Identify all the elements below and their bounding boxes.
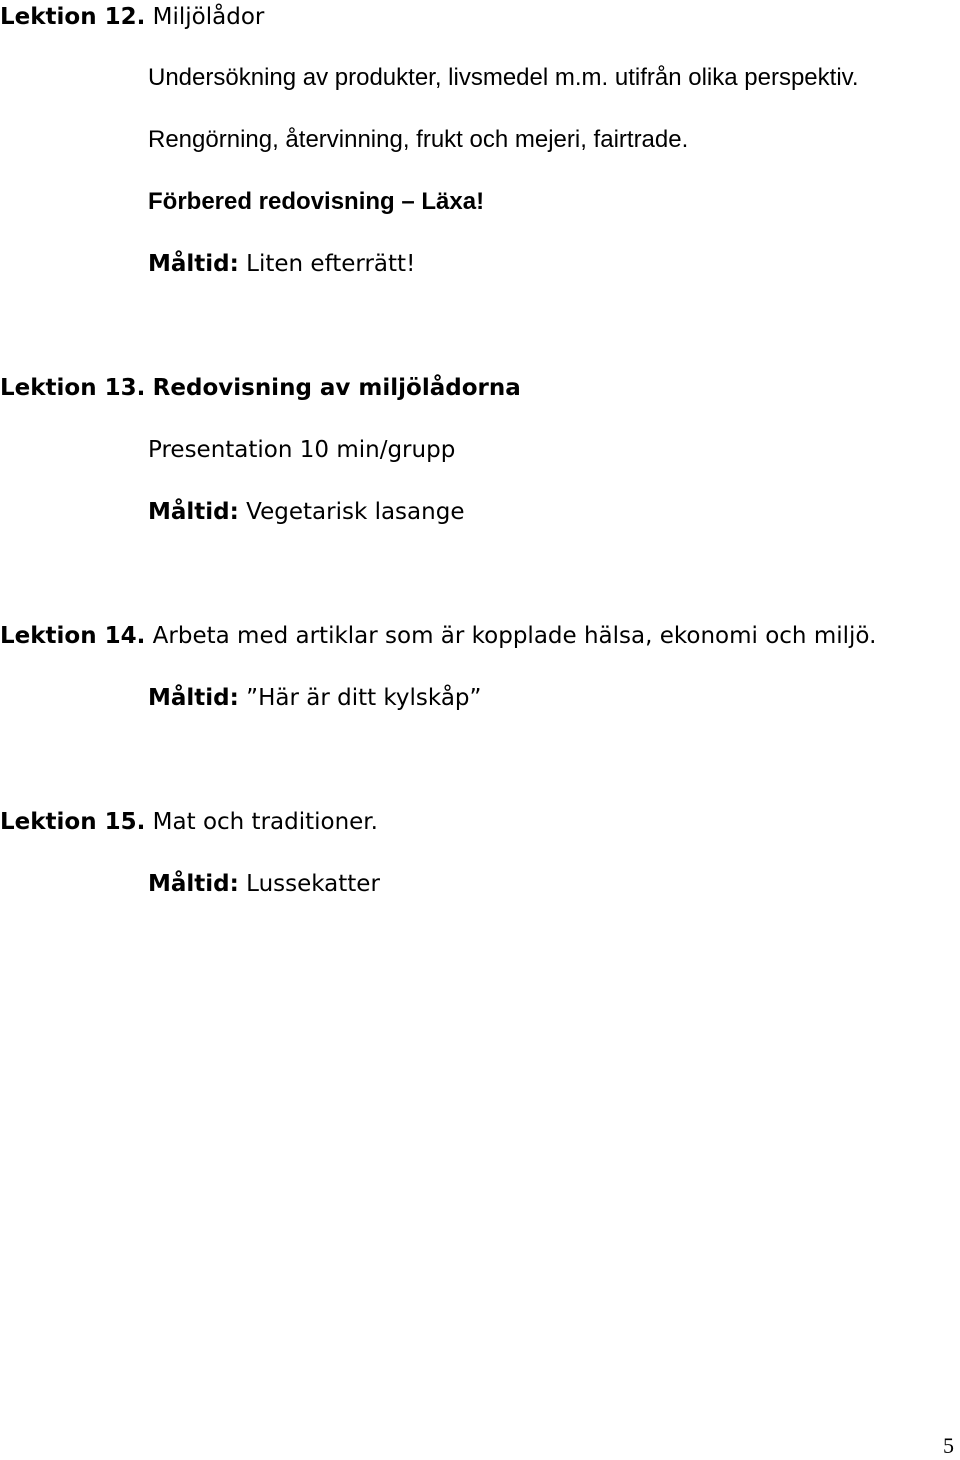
lesson-14-meal	[148, 683, 481, 713]
lesson-12-title: Miljölådor	[152, 4, 265, 30]
lesson-12-meal	[148, 249, 415, 279]
meal-text: Liten efterrätt!	[246, 251, 416, 277]
lesson-14-label: Lektion 14.	[0, 623, 146, 649]
lesson-12-heading	[0, 2, 264, 32]
lesson-12-label: Lektion 12.	[0, 4, 146, 30]
lesson-12-line-1: Undersökning av produkter, livsmedel m.m. utifrån olika perspektiv.	[148, 64, 859, 91]
lesson-13-label: Lektion 13.	[0, 375, 146, 401]
meal-label: Måltid:	[148, 499, 239, 525]
meal-text: Vegetarisk lasange	[246, 499, 465, 525]
meal-text: Lussekatter	[246, 871, 380, 897]
meal-text: ”Här är ditt kylskåp”	[246, 685, 482, 711]
meal-label: Måltid:	[148, 251, 239, 277]
lesson-13-title: Redovisning av miljölådorna	[152, 375, 521, 401]
lesson-15-heading	[0, 807, 378, 837]
meal-label: Måltid:	[148, 871, 239, 897]
lesson-15-label: Lektion 15.	[0, 809, 146, 835]
lesson-14-heading	[0, 621, 876, 651]
lesson-14-title: Arbeta med artiklar som är kopplade hälsa, ekonomi och miljö.	[152, 623, 877, 649]
lesson-12-line-2: Rengörning, återvinning, frukt och mejeri, fairtrade.	[148, 126, 689, 153]
lesson-13-meal	[148, 497, 464, 527]
meal-label: Måltid:	[148, 685, 239, 711]
lesson-12-homework: Förbered redovisning – Läxa!	[148, 188, 485, 215]
lesson-15-meal	[148, 869, 380, 899]
lesson-15-title: Mat och traditioner.	[152, 809, 378, 835]
page-number: 5	[943, 1433, 954, 1458]
lesson-13-heading	[0, 373, 521, 403]
lesson-13-line-1: Presentation 10 min/grupp	[148, 437, 456, 463]
